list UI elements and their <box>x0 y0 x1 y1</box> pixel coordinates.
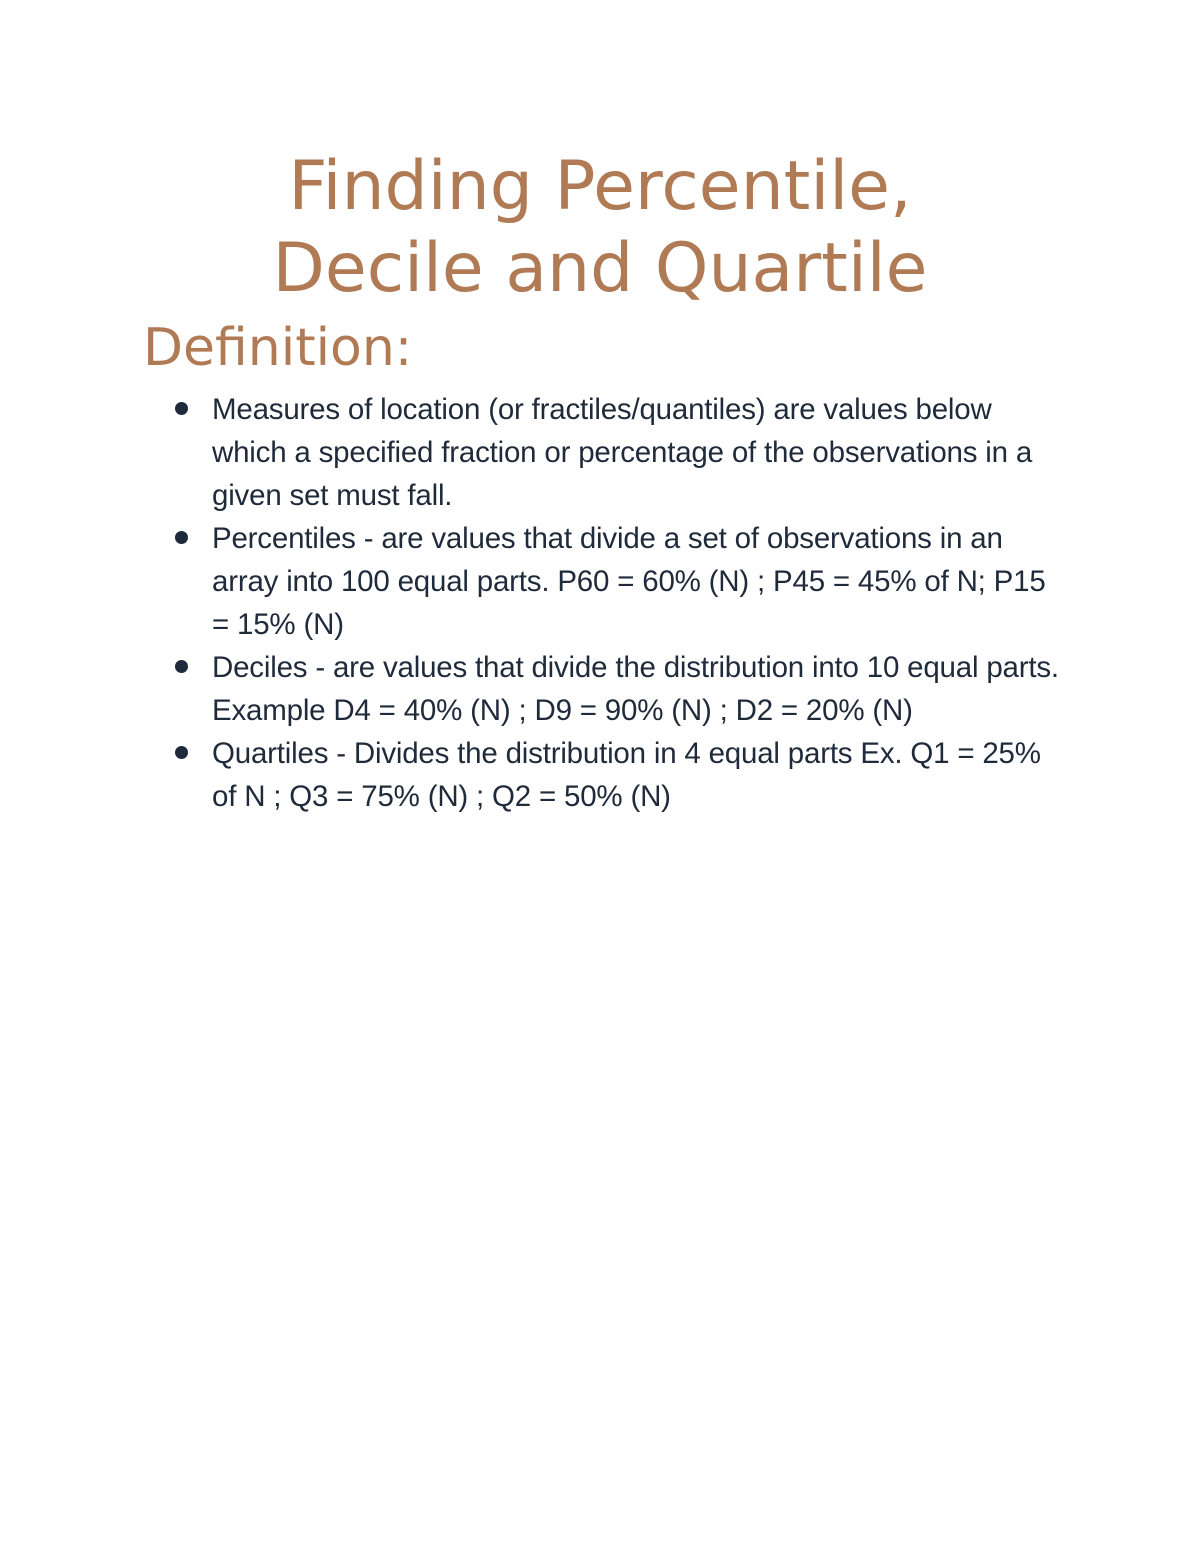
bullet-icon <box>175 531 188 544</box>
section-heading-definition: Definition: <box>143 318 413 378</box>
bullet-icon <box>175 660 188 673</box>
definition-text: Deciles - are values that divide the distribution into 10 equal parts. Example D4 = 40% (N) ; D9 = 90% (N) ; D2 = 20% (N) <box>212 651 1059 727</box>
list-item <box>0 732 1200 818</box>
bullet-icon <box>175 746 188 759</box>
page-title-line-2: Decile and Quartile <box>272 229 928 308</box>
definition-text: Measures of location (or fractiles/quantiles) are values below which a specified fraction or percentage of the observations in a given set must fall. <box>212 393 1033 512</box>
list-item <box>0 646 1200 732</box>
definition-text: Quartiles - Divides the distribution in 4 equal parts Ex. Q1 = 25% of N ; Q3 = 75% (N) ; Q2 = 50% (N) <box>212 737 1041 813</box>
page-title-line-1: Finding Percentile, <box>288 147 912 226</box>
list-item <box>0 517 1200 646</box>
definition-text: Percentiles - are values that divide a set of observations in an array into 100 equal parts. P60 = 60% (N) ; P45 = 45% of N; P15 = 15% (N) <box>212 522 1046 641</box>
definition-list <box>0 388 1200 818</box>
list-item <box>0 388 1200 517</box>
bullet-icon <box>175 402 188 415</box>
